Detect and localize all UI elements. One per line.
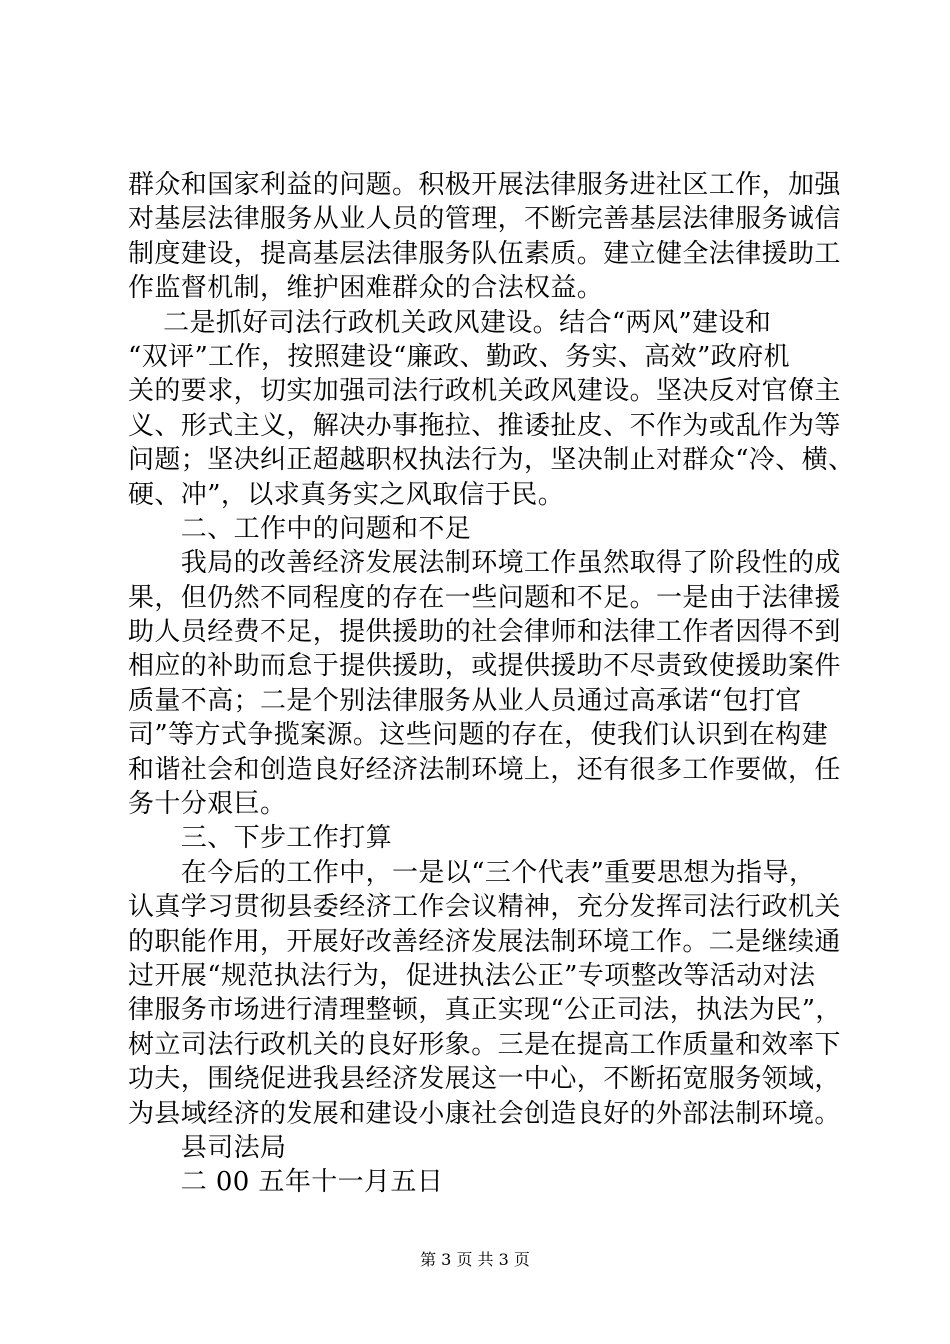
text-line: 认真学习贯彻县委经济工作会议精神，充分发挥司法行政机关: [128, 892, 841, 923]
text-line: 在今后的工作中，一是以“三个代表”重要思想为指导，: [128, 857, 816, 888]
text-line: 质量不高；二是个别法律服务从业人员通过高承诺“包打官: [128, 685, 802, 716]
text-line: 制度建设，提高基层法律服务队伍素质。建立健全法律援助工: [128, 238, 841, 269]
text-line: 树立司法行政机关的良好形象。三是在提高工作质量和效率下: [128, 1029, 841, 1060]
text-line: 助人员经费不足，提供援助的社会律师和法律工作者因得不到: [128, 617, 841, 648]
page-footer: [0, 1250, 950, 1270]
text-line: 对基层法律服务从业人员的管理，不断完善基层法律服务诚信: [128, 204, 841, 235]
text-line: 关的要求，切实加强司法行政机关政风建设。坚决反对官僚主: [128, 376, 841, 407]
text-line: “双评”工作，按照建设“廉政、勤政、务实、高效”政府机: [128, 341, 790, 372]
text-line: 义、形式主义，解决办事拖拉、推诿扯皮、不作为或乱作为等: [128, 410, 841, 441]
text-line: 果，但仍然不同程度的存在一些问题和不足。一是由于法律援: [128, 582, 841, 613]
section-heading: 三、下步工作打算: [128, 823, 393, 854]
text-line: 和谐社会和创造良好经济法制环境上，还有很多工作要做，任: [128, 754, 841, 785]
text-line: 硬、冲”，以求真务实之风取信于民。: [128, 479, 565, 510]
text-line: 功夫，围绕促进我县经济发展这一中心，不断拓宽服务领域，: [128, 1064, 841, 1095]
signature-date: 二 00 五年十一月五日: [128, 1167, 444, 1198]
signature-organization: 县司法局: [128, 1132, 287, 1163]
text-line: 司”等方式争揽案源。这些问题的存在，使我们认识到在构建: [128, 720, 829, 751]
text-line: 我局的改善经济发展法制环境工作虽然取得了阶段性的成: [128, 548, 841, 579]
text-line: 律服务市场进行清理整顿，真正实现“公正司法，执法为民”，: [128, 995, 842, 1026]
text-line: 问题；坚决纠正超越职权执法行为，坚决制止对群众“冷、横、: [128, 445, 855, 476]
text-line: 的职能作用，开展好改善经济发展法制环境工作。二是继续通: [128, 926, 841, 957]
document-body: [128, 168, 855, 1200]
page-number: 第 3 页 共 3 页: [420, 1250, 530, 1269]
text-line: 相应的补助而怠于提供援助，或提供援助不尽责致使援助案件: [128, 651, 841, 682]
section-heading: 二、工作中的问题和不足: [128, 513, 472, 544]
text-line: 二是抓好司法行政机关政风建设。结合“两风”建设和: [128, 307, 772, 338]
text-line: 为县域经济的发展和建设小康社会创造良好的外部法制环境。: [128, 1098, 841, 1129]
text-line: 作监督机制，维护困难群众的合法权益。: [128, 273, 604, 304]
text-line: 群众和国家利益的问题。积极开展法律服务进社区工作，加强: [128, 170, 841, 200]
text-line: 过开展“规范执法行为，促进执法公正”专项整改等活动对法: [128, 960, 816, 991]
text-line: 务十分艰巨。: [128, 789, 287, 820]
